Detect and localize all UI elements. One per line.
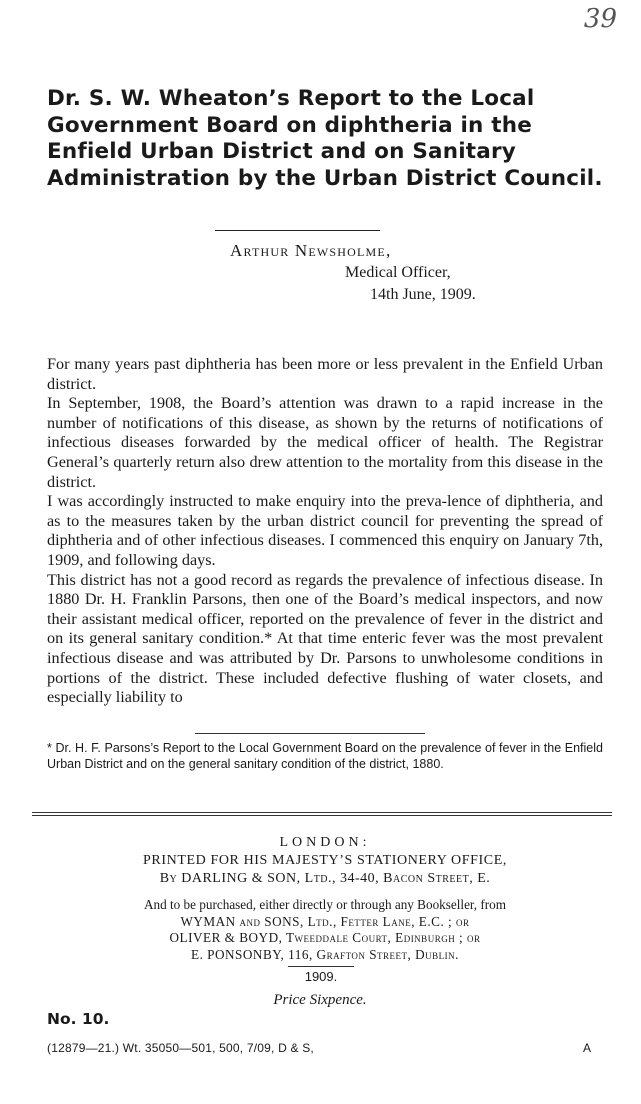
signature-date: 14th June, 1909. [370,286,476,303]
body-paragraph: For many years past diphtheria has been more or less prevalent in the Enfield Urban district. [47,355,603,393]
signatory-name: Arthur Newsholme, [230,241,392,260]
report-number: No. 10. [47,1010,110,1028]
imprint-printer: By DARLING & SON, Ltd., 34-40, Bacon Street, E. [159,871,491,886]
print-code: (12879—21.) Wt. 35050—501, 500, 7/09, D & S, [47,1041,314,1055]
bookseller-list [40,897,610,963]
signatory-role: Medical Officer, [345,264,451,281]
body-paragraph: This district has not a good record as regards the prevalence of infectious disease. In 1880 Dr. H. Franklin Parsons, then one of the Board’s medical inspectors, and now their assistant medical officer, reported on the prevalence of fever in the district and on its general sanitary condition.* At that time enteric fever was the most prevalent infectious disease and was attributed by Dr. Parsons to unwholesome conditions in portions of the district. These included defective flushing of water closets, and especially liability to [47,570,603,707]
bookseller-line: E. PONSONBY, 116, Grafton Street, Dublin. [191,946,459,962]
publication-year: 1909. [304,969,338,984]
imprint-printed-for: PRINTED FOR HIS MAJESTY’S STATIONERY OFFICE, [143,853,507,868]
printer-signature-mark: A [583,1041,592,1055]
bookseller-line: WYMAN and SONS, Ltd., Fetter Lane, E.C. ; or [180,913,470,929]
imprint-divider-top [32,812,612,813]
title-divider [215,230,380,231]
handwritten-page-number: 39 [583,4,617,34]
footnote: * Dr. H. F. Parsons’s Report to the Local Government Board on the prevalence of fever in the Enfield Urban District and on the general sanitary condition of the district, 1880. [47,741,603,771]
body-paragraph: I was accordingly instructed to make enquiry into the preva-lence of diphtheria, and as to the measures taken by the urban district council for preventing the spread of diphtheria and of other infectious diseases. I commenced this enquiry on January 7th, 1909, and following days. [47,492,603,569]
imprint-city: LONDON: [279,835,371,850]
bookseller-line: And to be purchased, either directly or through any Bookseller, from [143,897,507,912]
body-paragraph: In September, 1908, the Board’s attention was drawn to a rapid increase in the number of notifications of this disease, as shown by the returns of notifications of infectious diseases forwarded by the medical officer of health. The Registrar General’s quarterly return also drew attention to the mortality from this disease in the district. [47,394,603,491]
bookseller-line: OLIVER & BOYD, Tweeddale Court, Edinburgh ; or [169,930,481,945]
footnote-divider [195,733,425,734]
signature-block [230,240,600,306]
imprint-divider-bottom [32,815,612,816]
report-title: Dr. S. W. Wheaton’s Report to the Local Government Board on diphtheria in the Enfield Urban District and on Sanitary Administration by the Urban District Council. [47,86,603,191]
price: Price Sixpence. [273,992,367,1008]
year-divider [288,966,354,967]
report-body [47,355,603,708]
